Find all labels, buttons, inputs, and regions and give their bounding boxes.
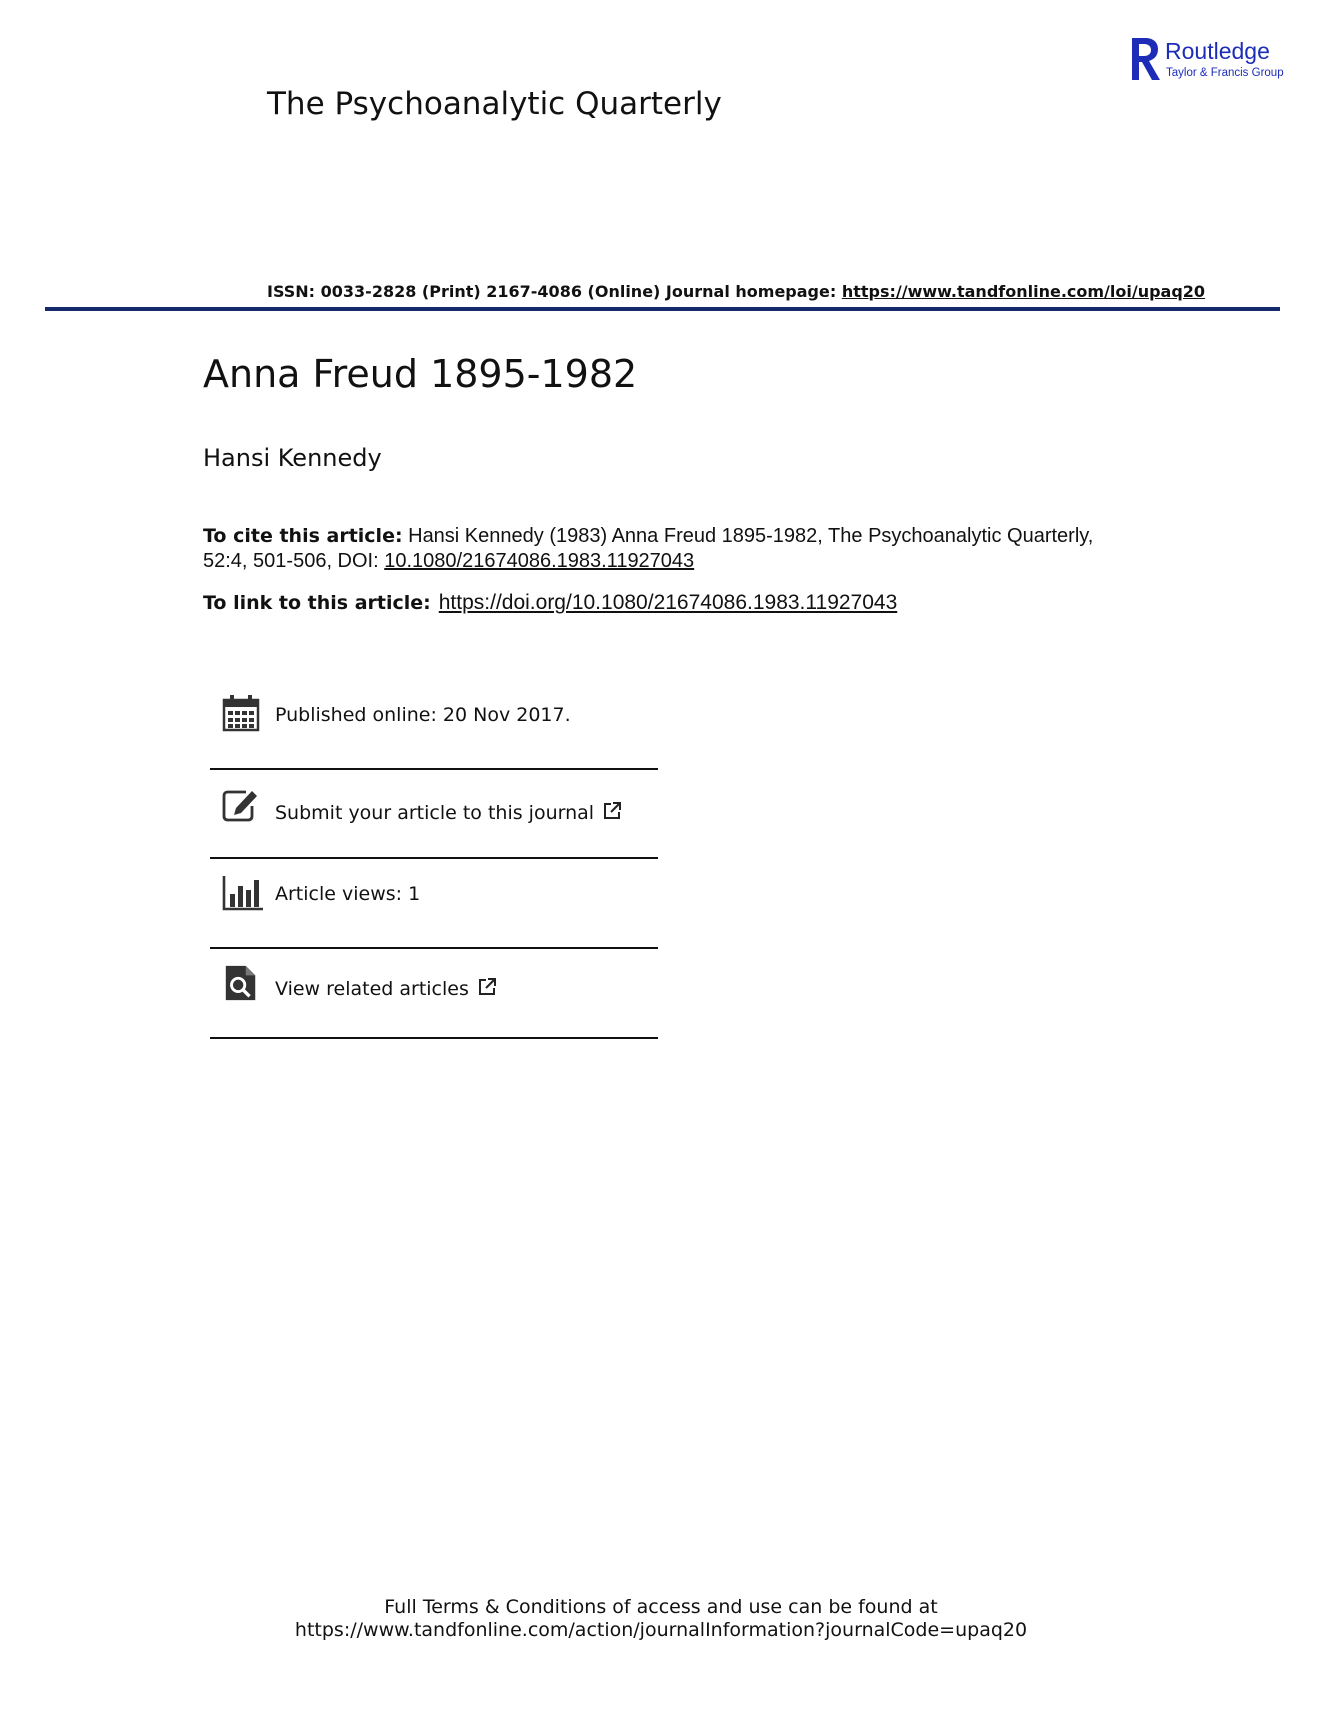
article-link-line [203,591,897,615]
divider [210,947,658,949]
journal-title: The Psychoanalytic Quarterly [267,86,722,122]
article-views: Article views: 1 [275,883,421,905]
views-row [210,874,658,924]
divider [210,857,658,859]
issn-text: ISSN: 0033-2828 (Print) 2167-4086 (Online) Journal homepage: [267,282,842,301]
external-link-icon [602,801,622,821]
article-doi-url[interactable]: https://doi.org/10.1080/21674086.1983.11927043 [438,591,898,614]
published-date: Published online: 20 Nov 2017. [275,704,571,726]
link-label: To link to this article: [203,592,431,614]
bar-chart-icon [222,874,264,912]
footer-terms: Full Terms & Conditions of access and use can be found at [384,1596,938,1618]
divider [210,1037,658,1039]
header-rule [45,307,1280,311]
routledge-logo[interactable] [1128,36,1288,86]
logo-name: Routledge [1165,38,1270,64]
routledge-logo-mark [1128,36,1162,82]
article-title: Anna Freud 1895-1982 [203,352,638,396]
submit-row[interactable] [210,784,658,834]
external-link-icon [477,977,497,997]
edit-icon [222,786,260,824]
related-row[interactable] [210,964,658,1014]
published-row [210,694,658,744]
submit-article-link[interactable]: Submit your article to this journal [275,802,595,824]
journal-homepage-link[interactable]: https://www.tandfonline.com/loi/upaq20 [841,282,1206,301]
divider [210,768,658,770]
calendar-icon [222,694,260,732]
related-articles-link[interactable]: View related articles [275,978,469,1000]
search-document-icon [222,964,260,1002]
cite-label: To cite this article: [203,525,403,547]
footer-url[interactable]: https://www.tandfonline.com/action/journalInformation?journalCode=upaq20 [294,1619,1028,1641]
cite-text: Hansi Kennedy (1983) Anna Freud 1895-1982, The Psychoanalytic Quarterly, 52:4, 501-506, DOI: [203,525,1094,572]
logo-subtitle: Taylor & Francis Group [1166,67,1284,79]
citation [203,524,1143,574]
issn-line [267,282,1205,301]
article-author: Hansi Kennedy [203,444,382,472]
doi-link[interactable]: 10.1080/21674086.1983.11927043 [384,550,695,572]
